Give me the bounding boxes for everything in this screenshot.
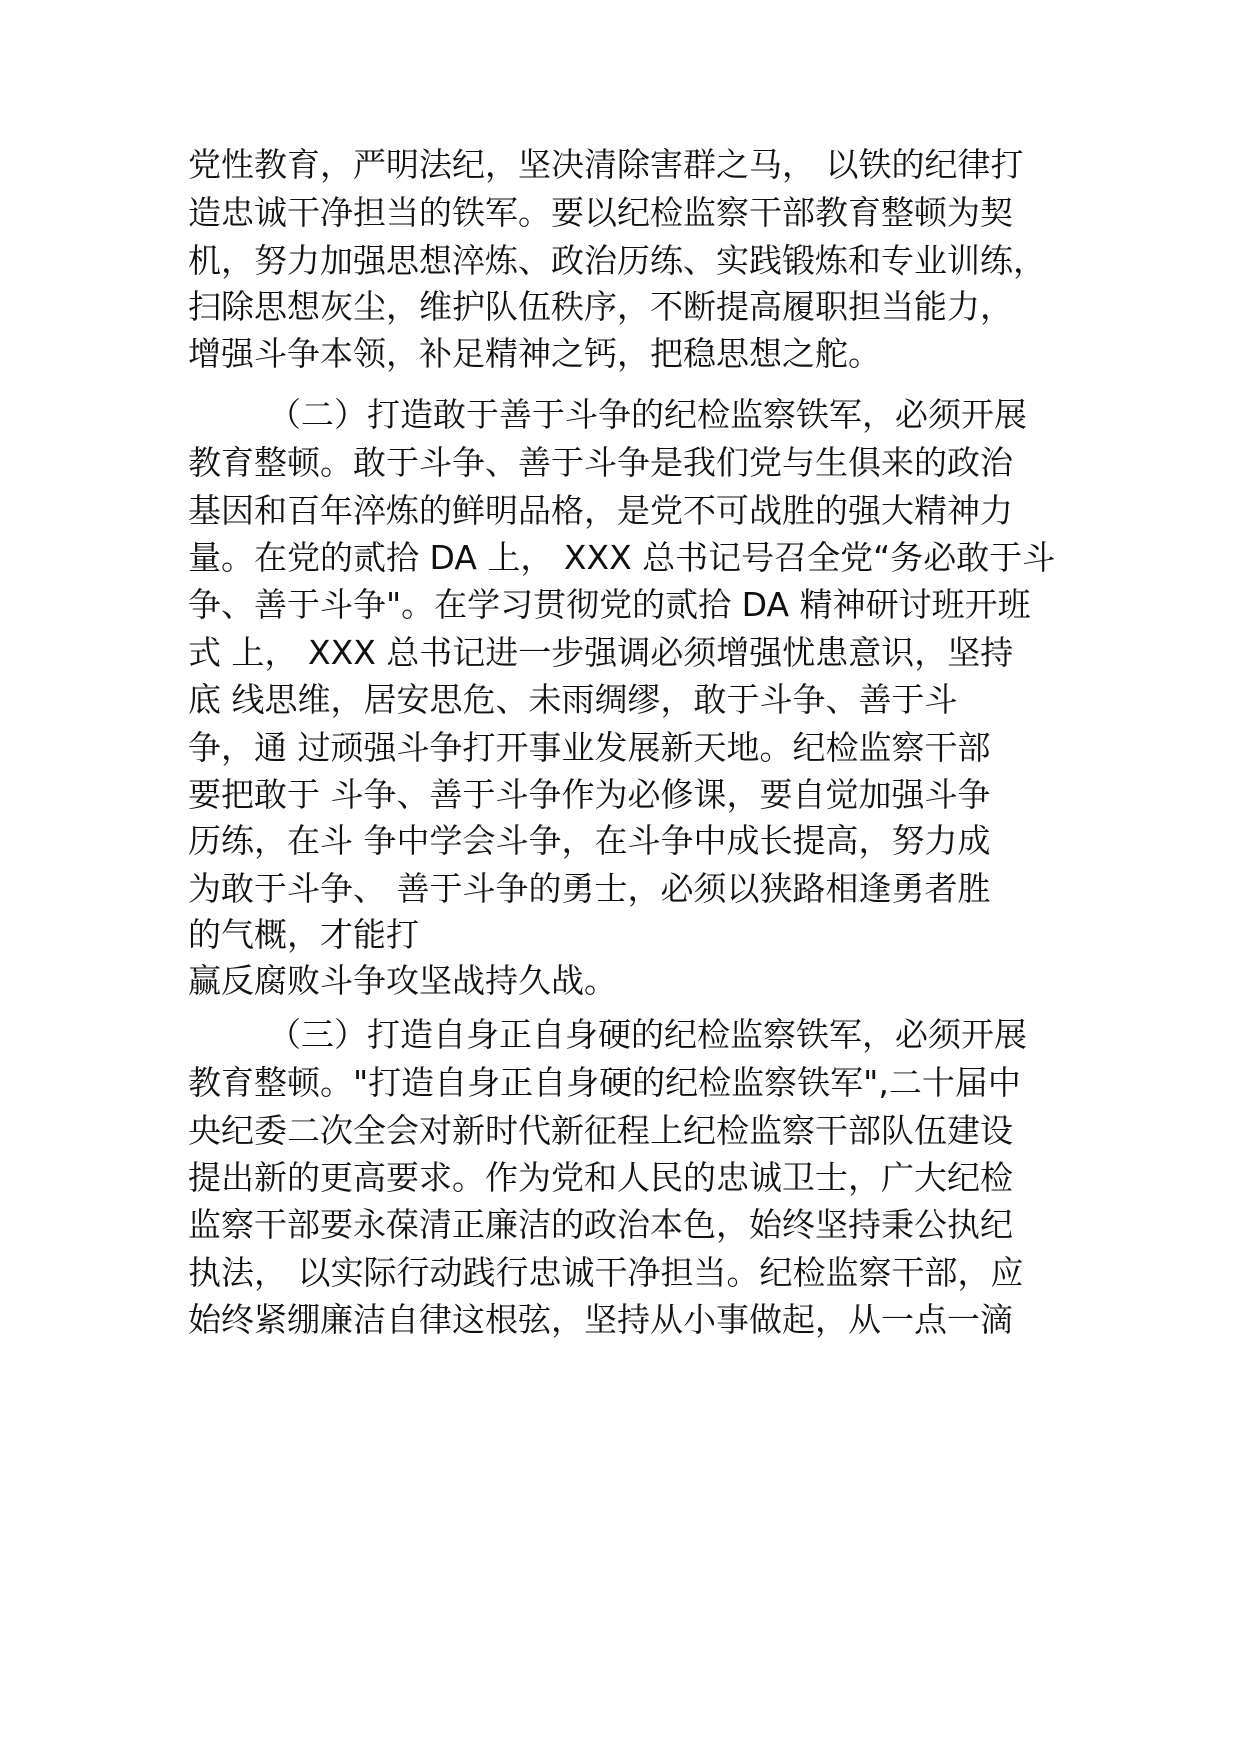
paragraph3-line-4: 提出新的更高要求。作为党和人民的忠诚卫士，广大纪检 xyxy=(188,1158,1013,1197)
paragraph2-line-2: 教育整顿。敢于斗争、善于斗争是我们党与生俱来的政治 xyxy=(188,443,1013,482)
paragraph2-line-6: 式 上， XXX 总书记进一步强调必须增强忧患意识，坚持 xyxy=(188,633,1014,672)
paragraph2-line-3: 基因和百年淬炼的鲜明品格，是党不可战胜的强大精神力 xyxy=(188,491,1013,530)
paragraph1-line-3: 机，努力加强思想淬炼、政治历练、实践锻炼和专业训练， xyxy=(188,241,1046,280)
paragraph2-line-11: 为敢于斗争、 善于斗争的勇士，必须以狭路相逢勇者胜 xyxy=(188,869,991,908)
paragraph2-line-9: 要把敢于 斗争、善于斗争作为必修课，要自觉加强斗争 xyxy=(188,775,991,814)
paragraph2-line-7: 底 线思维，居安思危、未雨绸缪，敢于斗争、善于斗 xyxy=(188,680,958,719)
paragraph1-line-4: 扫除思想灰尘，维护队伍秩序，不断提高履职担当能力， xyxy=(188,287,1013,326)
paragraph2-line-5: 争、善于斗争"。在学习贯彻党的贰拾 DA 精神研讨班开班 xyxy=(188,585,1031,624)
paragraph2-line-8: 争，通 过顽强斗争打开事业发展新天地。纪检监察干部 xyxy=(188,728,991,767)
paragraph1-line-2: 造忠诚干净担当的铁军。要以纪检监察干部教育整顿为契 xyxy=(188,193,1013,232)
paragraph2-line-4: 量。在党的贰拾 DA 上， XXX 总书记号召全党“务必敢于斗 xyxy=(188,538,1056,577)
paragraph3-line-3: 央纪委二次全会对新时代新征程上纪检监察干部队伍建设 xyxy=(188,1111,1013,1150)
paragraph2-line-1: （二）打造敢于善于斗争的纪检监察铁军，必须开展 xyxy=(268,395,1027,434)
paragraph1-line-1: 党性教育，严明法纪，坚决清除害群之马， 以铁的纪律打 xyxy=(188,145,1024,184)
paragraph2-line-10: 历练，在斗 争中学会斗争，在斗争中成长提高，努力成 xyxy=(188,821,991,860)
paragraph3-line-6: 执法， 以实际行动践行忠诚干净担当。纪检监察干部，应 xyxy=(188,1253,1024,1292)
paragraph1-line-5: 增强斗争本领，补足精神之钙，把稳思想之舵。 xyxy=(188,334,881,373)
paragraph3-line-7: 始终紧绷廉洁自律这根弦，坚持从小事做起，从一点一滴 xyxy=(188,1300,1013,1339)
paragraph3-line-5: 监察干部要永葆清正廉洁的政治本色，始终坚持秉公执纪 xyxy=(188,1205,1013,1244)
paragraph3-line-1: （三）打造自身正自身硬的纪检监察铁军，必须开展 xyxy=(268,1015,1027,1054)
paragraph2-line-12: 的气概，才能打 xyxy=(188,915,419,954)
paragraph2-line-13: 赢反腐败斗争攻坚战持久战。 xyxy=(188,961,617,1000)
paragraph3-line-2: 教育整顿。"打造自身正自身硬的纪检监察铁军",二十届中 xyxy=(188,1063,1021,1102)
